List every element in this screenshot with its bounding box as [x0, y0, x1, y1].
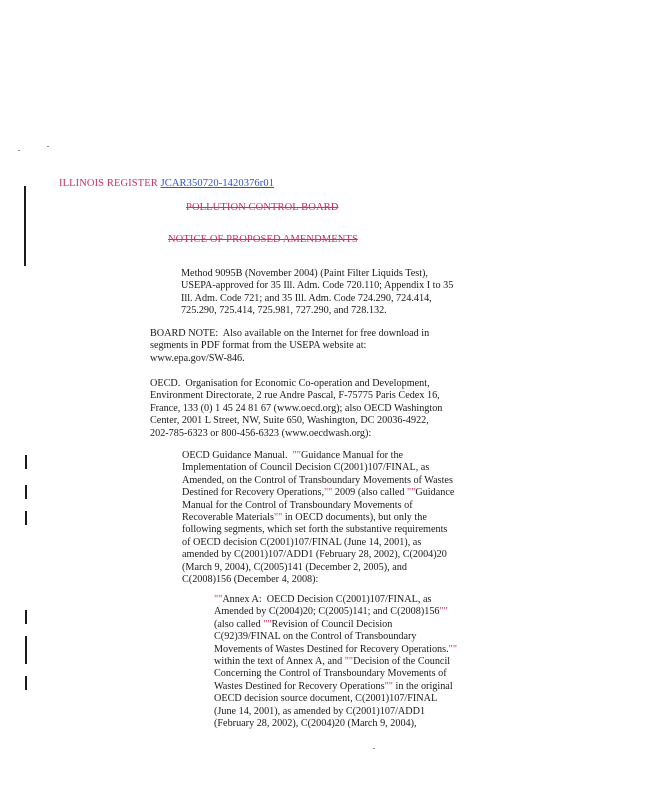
annex-text: C(92)39/FINAL on the Control of Transboundary: [214, 631, 417, 643]
board-note-paragraph: BOARD NOTE: Also available on the Internet for free download in segments in PDF format from the USEPA website at: www.epa.gov/SW-846.: [150, 328, 430, 364]
annex-text: Amended by C(2004)20; C(2005)141; and C(2008)156: [214, 606, 440, 618]
scan-speck: [47, 146, 49, 147]
quote-mark: "": [273, 512, 283, 524]
guidance-text: Destined for Recovery Operations,: [182, 487, 325, 499]
quote-mark: "": [439, 606, 448, 618]
annex-text: within the text of Annex A, and: [214, 656, 345, 668]
annex-text: Decision of the Council: [353, 656, 451, 668]
guidance-text: 2009 (also called: [332, 487, 408, 499]
quote-mark: "": [292, 450, 301, 461]
quote-mark: "": [448, 643, 457, 655]
guidance-text: Guidance: [415, 487, 455, 499]
annex-text: Concerning the Control of Transboundary Movements of: [214, 668, 447, 680]
change-bar: [25, 485, 27, 499]
guidance-text: Manual for the Control of Transboundary Movements of: [182, 499, 413, 511]
register-title: ILLINOIS REGISTER: [59, 178, 158, 189]
annex-text: Revision of Council Decision: [271, 618, 393, 630]
notice-title: NOTICE OF PROPOSED AMENDMENTS: [168, 234, 358, 245]
quote-mark: "": [324, 487, 333, 499]
guidance-text: Recoverable Materials: [182, 512, 274, 524]
guidance-text: in OECD documents), but only the: [282, 512, 427, 524]
jcar-code: JCAR350720-1420376r01: [160, 178, 275, 189]
annex-a-paragraph: [214, 594, 457, 730]
oecd-guidance-paragraph: [182, 450, 454, 586]
annex-text: Annex A: OECD Decision C(2001)107/FINAL, as: [222, 594, 432, 605]
quote-mark: "": [384, 680, 393, 692]
quote-mark: "": [263, 618, 272, 630]
annex-text: Movements of Wastes Destined for Recovery Operations.: [214, 643, 449, 655]
change-bar: [25, 676, 27, 690]
change-bar: [25, 455, 27, 469]
guidance-text: Guidance Manual for the: [300, 450, 404, 461]
quote-mark: "": [407, 487, 416, 499]
change-bar: [25, 636, 27, 650]
change-bar: [24, 186, 26, 266]
scan-speck: [373, 748, 375, 749]
change-bar: [25, 511, 27, 525]
quote-mark: "": [344, 656, 354, 668]
change-bar: [25, 650, 27, 664]
register-header: [59, 178, 274, 189]
agency-title: POLLUTION CONTROL BOARD: [186, 202, 339, 213]
change-bar: [25, 610, 27, 624]
annex-text: (also called: [214, 618, 264, 630]
annex-text: Wastes Destined for Recovery Operations: [214, 680, 385, 692]
guidance-text: Implementation of Council Decision C(2001)107/FINAL, as: [182, 462, 430, 474]
annex-text: in the original: [392, 680, 453, 692]
annex-text: OECD decision source document, C(2001)107/FINAL (June 14, 2001), as amended by C(2001)107/ADD1 (February 28, 2002), C(2004)20 (March 9, 2004),: [214, 693, 438, 730]
scan-speck: [18, 150, 20, 151]
quote-mark: "": [214, 594, 223, 605]
guidance-text: following segments, which set forth the substantive requirements of OECD decision C(2001)107/FINAL (June 14, 2001), as amended by C(2001)107/ADD1 (February 28, 2002), C(2004)20 (March 9, 2004), C(2005)141 (December 2, 2005), and C(2008)156 (December 4, 2008):: [182, 524, 448, 586]
oecd-paragraph: OECD. Organisation for Economic Co-operation and Development, Environment Directorate, 2 rue Andre Pascal, F-75775 Paris Cedex 16, France, 133 (0) 1 45 24 81 67 (www.oecd.org); also OECD Washington Center, 2001 L Street, NW, Suite 650, Washington, DC 20036-4922, 202-785-6323 or 800-456-6323 (www.oecdwash.org):: [150, 378, 443, 439]
guidance-text: OECD Guidance Manual.: [182, 450, 293, 461]
method-9095b-paragraph: Method 9095B (November 2004) (Paint Filter Liquids Test), USEPA-approved for 35 Ill. Adm. Code 720.110; Appendix I to 35 Ill. Adm. Code 721; and 35 Ill. Adm. Code 724.290, 724.414, 725.290, 725.414, 725.981, 727.290, and 728.132.: [181, 268, 454, 317]
guidance-text: Amended, on the Control of Transboundary Movements of Wastes: [182, 474, 453, 486]
